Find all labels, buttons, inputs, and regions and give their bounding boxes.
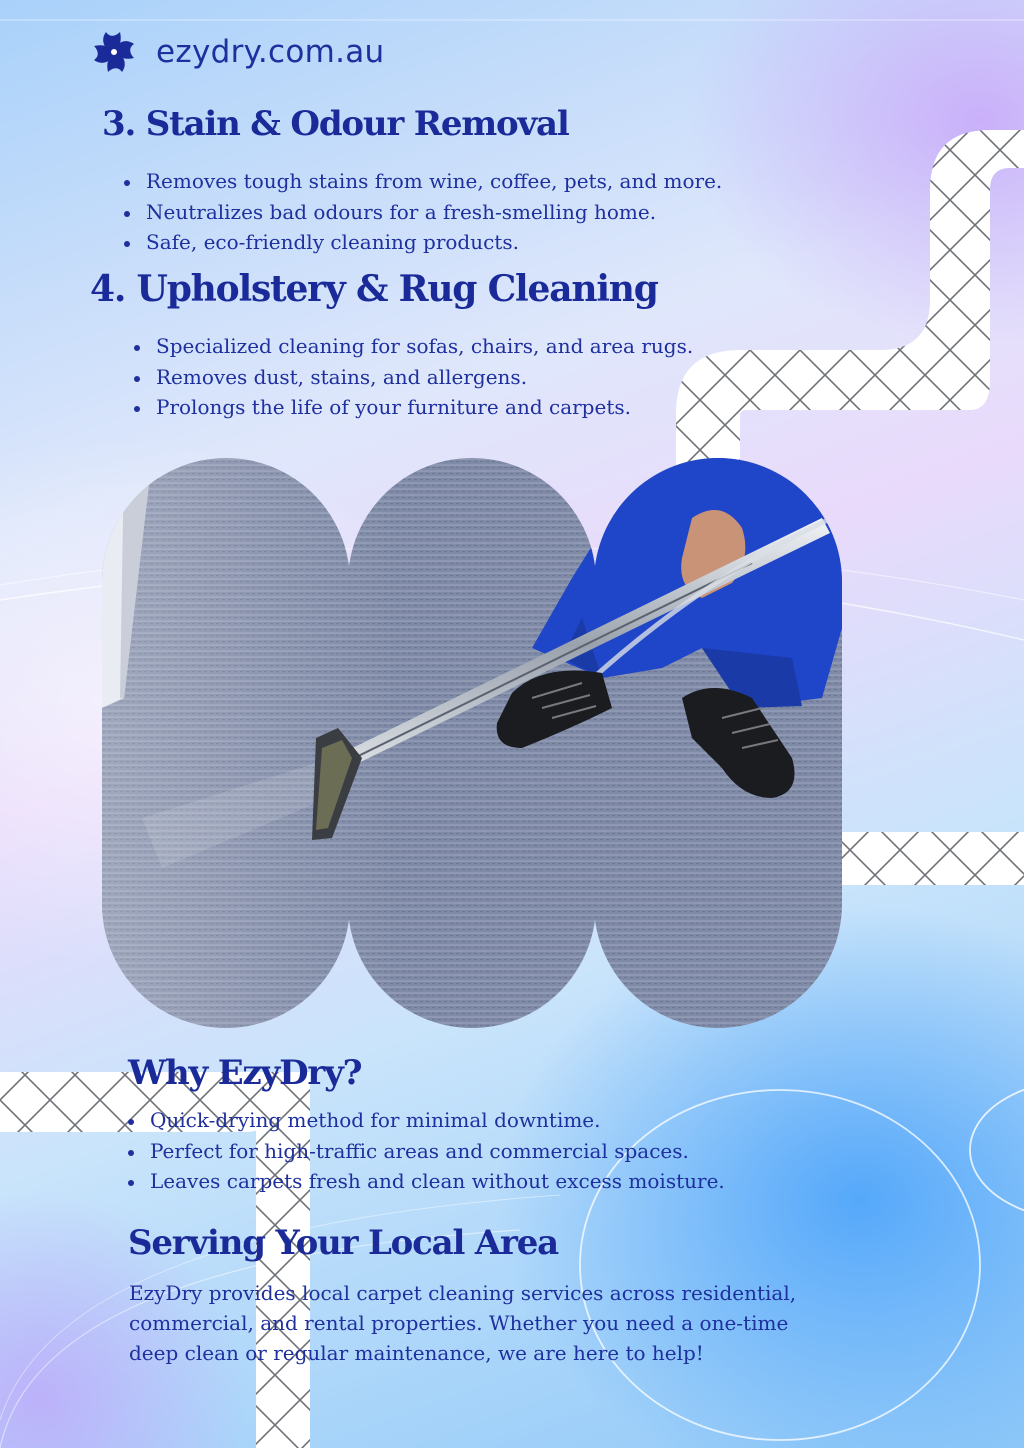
list-item: Neutralizes bad odours for a fresh-smelling home. [124,197,722,228]
list-item: Specialized cleaning for sofas, chairs, and area rugs. [134,331,693,362]
section-4-title: 4. Upholstery & Rug Cleaning [90,268,658,310]
local-area-paragraph: EzyDry provides local carpet cleaning services across residential, commercial, and rental properties. Whether you need a one-time deep clean or regular maintenance, we are here to help! [129,1281,797,1365]
list-item: Leaves carpets fresh and clean without excess moisture. [128,1166,725,1197]
site-url[interactable]: ezydry.com.au [156,34,385,70]
section-3-title: 3. Stain & Odour Removal [102,104,569,144]
local-area-title: Serving Your Local Area [128,1223,558,1263]
list-item: Quick-drying method for minimal downtime. [128,1105,725,1136]
carpet-cleaning-photo [102,458,842,1028]
list-item: Removes tough stains from wine, coffee, pets, and more. [124,166,722,197]
lattice-band-right [842,832,1024,885]
list-item: Prolongs the life of your furniture and carpets. [134,392,693,423]
section-3-list [124,166,722,258]
list-item: Safe, eco-friendly cleaning products. [124,227,722,258]
site-logo[interactable] [90,28,385,76]
why-ezydry-list [128,1105,725,1197]
list-item: Removes dust, stains, and allergens. [134,362,693,393]
list-item: Perfect for high-traffic areas and commercial spaces. [128,1136,725,1167]
why-ezydry-title: Why EzyDry? [128,1053,362,1093]
section-4-list [134,331,693,423]
clover-logo-icon [90,28,138,76]
lattice-pipe-top-right [676,130,1024,470]
